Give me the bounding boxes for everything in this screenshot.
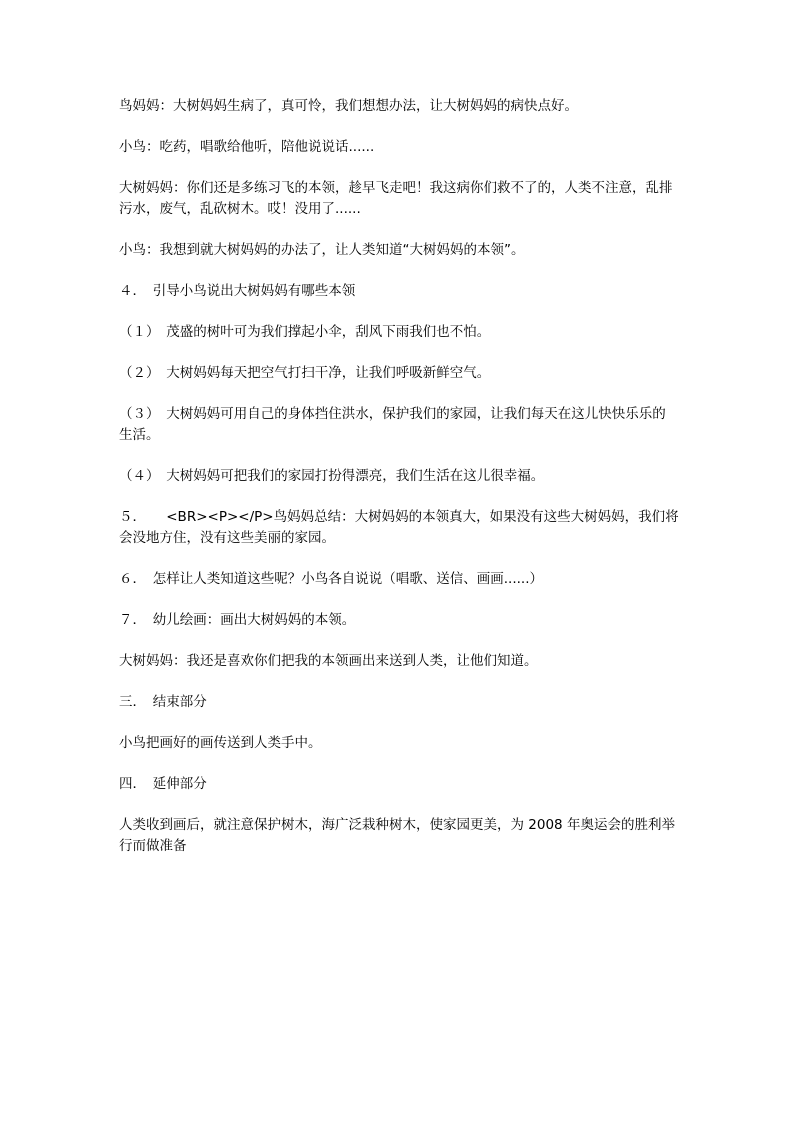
- paragraph-ability-2: （２） 大树妈妈每天把空气打扫干净，让我们呼吸新鲜空气。: [119, 365, 491, 381]
- paragraph-ability-3: （３） 大树妈妈可用自己的身体挡住洪水，保护我们的家园，让我们每天在这儿快快乐乐的生活。: [119, 406, 666, 443]
- paragraph-bird-reply: 小鸟：吃药，唱歌给他听，陪他说说话......: [119, 139, 375, 155]
- paragraph-tree-mother-speech: 大树妈妈：你们还是多练习飞的本领，趁早飞走吧！我这病你们救不了的，人类不注意，乱排污水，废气，乱砍树木。哎！没用了......: [119, 180, 673, 217]
- paragraph-ability-4: （４） 大树妈妈可把我们的家园打扮得漂亮，我们生活在这儿很幸福。: [119, 468, 545, 484]
- paragraph-ability-1: （１） 茂盛的树叶可为我们撑起小伞，刮风下雨我们也不怕。: [119, 324, 491, 340]
- section-heading-extension: 四． 延伸部分: [119, 776, 207, 792]
- paragraph-step-4-heading: ４． 引导小鸟说出大树妈妈有哪些本领: [119, 283, 356, 299]
- section-heading-closing: 三． 结束部分: [119, 694, 207, 710]
- paragraph-step-7: ７． 幼儿绘画：画出大树妈妈的本领。: [119, 612, 356, 628]
- paragraph-bird-idea: 小鸟：我想到就大树妈妈的办法了，让人类知道“大树妈妈的本领”。: [119, 242, 525, 258]
- paragraph-bird-mother-worry: 鸟妈妈：大树妈妈生病了，真可怜，我们想想办法，让大树妈妈的病快点好。: [119, 98, 578, 114]
- paragraph-step-6: ６． 怎样让人类知道这些呢？小鸟各自说说（唱歌、送信、画画......）: [119, 571, 543, 587]
- paragraph-extension-content: 人类收到画后，就注意保护树木，海广泛栽种树木，使家园更美，为 2008 年奥运会的胜利举行而做准备: [119, 817, 675, 854]
- paragraph-step-5-summary: ５． <BR><P></P>鸟妈妈总结：大树妈妈的本领真大，如果没有这些大树妈妈，我们将会没地方住，没有这些美丽的家园。: [119, 509, 679, 546]
- paragraph-tree-mother-wish: 大树妈妈：我还是喜欢你们把我的本领画出来送到人类，让他们知道。: [119, 653, 538, 669]
- document-body: [119, 96, 679, 877]
- paragraph-closing-content: 小鸟把画好的画传送到人类手中。: [119, 735, 322, 751]
